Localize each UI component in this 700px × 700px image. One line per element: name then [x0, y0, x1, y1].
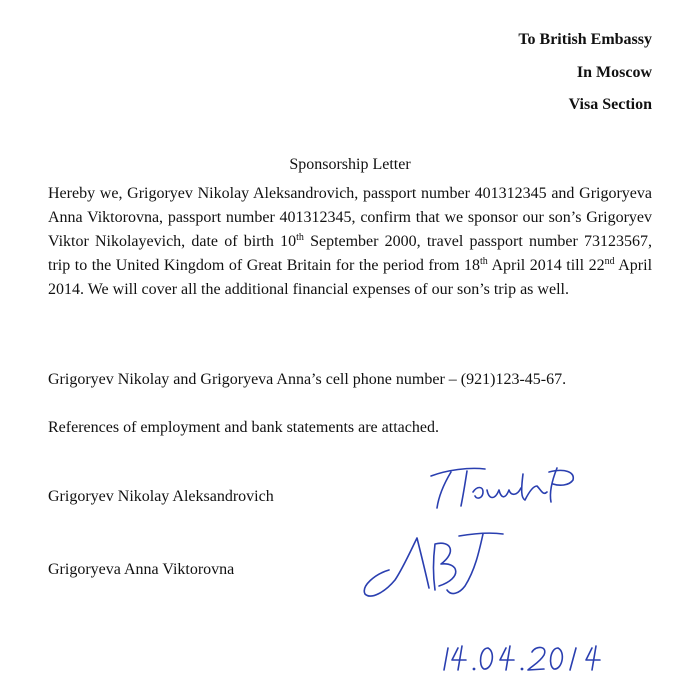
- addressee-line-1: To British Embassy: [518, 31, 652, 48]
- ordinal-suffix-2: th: [480, 256, 488, 267]
- addressee-line-2: In Moscow: [576, 63, 652, 81]
- handwritten-date: [440, 642, 605, 672]
- letter-body-paragraph: [48, 182, 652, 302]
- body-text-part-3: April 2014 till 22: [487, 257, 605, 274]
- signatory-name-1: Grigoryev Nikolay Aleksandrovich: [48, 488, 274, 505]
- body-text-part-1: Hereby we, Grigoryev Nikolay Aleksandrovich, passport number 401312345 and Grigoryeva Anna Viktorovna, passport number 401312345, confirm that we sponsor our son’s Grigoryev Viktor Nikolayevich, date of birth 10: [48, 185, 652, 250]
- addressee-block: [518, 24, 652, 122]
- signatory-name-2: Grigoryeva Anna Viktorovna: [48, 561, 235, 578]
- handwritten-signature-1: [425, 462, 595, 512]
- phone-number-line: Grigoryev Nikolay and Grigoryeva Anna’s cell phone number – (921)123-45-67.: [48, 371, 567, 388]
- attachments-line: References of employment and bank statements are attached.: [48, 419, 439, 436]
- letter-title: Sponsorship Letter: [289, 156, 411, 173]
- body-text-part-2: September 2000, travel passport number 73123567, trip to the United Kingdom of Great Britain for the period from 18: [48, 233, 653, 274]
- body-text-part-4: April 2014. We will cover all the additional financial expenses of our son’s trip as well.: [48, 257, 653, 298]
- ordinal-suffix-1: th: [296, 232, 304, 243]
- handwritten-signature-2: [355, 530, 505, 600]
- addressee-line-3: Visa Section: [568, 96, 652, 113]
- ordinal-suffix-3: nd: [604, 256, 615, 267]
